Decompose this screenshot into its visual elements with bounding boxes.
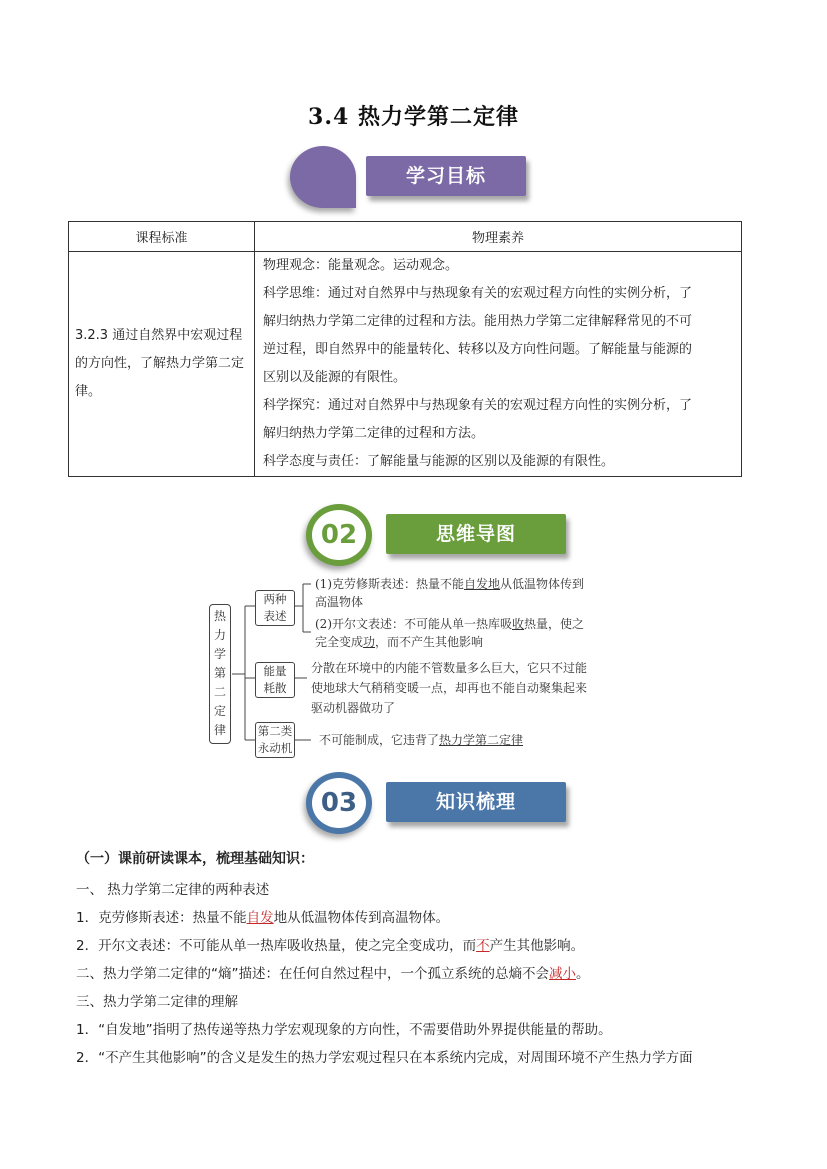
goals-table	[68, 221, 742, 477]
page-title: 3.4 热力学第二定律	[308, 104, 519, 130]
mind-map-node-label: 能量耗散	[263, 664, 287, 695]
literacy-cell	[255, 252, 742, 477]
subheading: 一、 热力学第二定律的两种表述	[76, 882, 270, 898]
literacy-line: 科学态度与责任：了解能量与能源的区别以及能源的有限性。	[263, 454, 615, 469]
banner-label: 学习目标	[366, 156, 526, 196]
mind-map-node-label: 第二类永动机	[257, 724, 293, 755]
paragraph: 2．开尔文表述：不可能从单一热库吸收热量，使之完全变成功，而不产生其他影响。	[76, 938, 585, 954]
mind-map-root-label: 热力学第二定律	[214, 609, 227, 737]
mind-map-node	[255, 662, 295, 698]
mind-map-node	[255, 722, 295, 758]
literacy-line: 解归纳热力学第二定律的过程和方法。	[263, 426, 485, 441]
paragraph: 1．克劳修斯表述：热量不能自发地从低温物体传到高温物体。	[76, 910, 450, 926]
table-header-literacy: 物理素养	[255, 222, 742, 252]
mind-map-text: 使地球大气稍稍变暖一点，却再也不能自动聚集起来	[311, 681, 588, 695]
mind-map	[207, 574, 627, 755]
banner-label: 思维导图	[386, 514, 566, 554]
mind-map-text: 驱动机器做功了	[311, 701, 396, 715]
banner-number-circle	[306, 504, 372, 566]
table-header-standard: 课程标准	[69, 222, 255, 252]
standard-text: 3.2.3 通过自然界中宏观过程的方向性，了解热力学第二定律。	[75, 328, 245, 399]
literacy-line: 解归纳热力学第二定律的过程和方法。能用热力学第二定律解释常见的不可	[263, 314, 693, 329]
paragraph: 1．“自发地”指明了热传递等热力学宏观现象的方向性，不需要借助外界提供能量的帮助。	[76, 1022, 612, 1038]
mind-map-text: 不可能制成，它违背了热力学第二定律	[319, 733, 524, 747]
section-banner-goals	[290, 146, 540, 206]
paragraph: 2．“不产生其他影响”的含义是发生的热力学宏观过程只在本系统内完成，对周围环境不产生热力学方面	[76, 1050, 693, 1066]
banner-number: 02	[320, 520, 358, 550]
literacy-line: 物理观念：能量观念。运动观念。	[263, 258, 459, 273]
mind-map-node-label: 两种表述	[263, 592, 287, 623]
mind-map-text: (2)开尔文表述：不可能从单一热库吸收热量，使之	[315, 617, 585, 631]
literacy-line: 科学探究：通过对自然界中与热现象有关的宏观过程方向性的实例分析，了	[263, 398, 693, 413]
mind-map-text: (1)克劳修斯表述：热量不能自发地从低温物体传到	[315, 577, 585, 591]
banner-label: 知识梳理	[386, 782, 566, 822]
literacy-line: 逆过程，即自然界中的能量转化、转移以及方向性问题。了解能量与能源的	[263, 342, 693, 357]
literacy-line: 科学思维：通过对自然界中与热现象有关的宏观过程方向性的实例分析，了	[263, 286, 693, 301]
banner-quarter-circle	[290, 146, 356, 208]
standard-cell	[69, 252, 255, 477]
section-banner-knowledge	[306, 772, 576, 832]
banner-number: 03	[320, 788, 358, 818]
mind-map-text: 完全变成功，而不产生其他影响	[315, 635, 484, 649]
banner-number-circle	[306, 772, 372, 834]
mind-map-node	[255, 590, 295, 626]
literacy-line: 区别以及能源的有限性。	[263, 370, 407, 385]
subheading: 三、热力学第二定律的理解	[76, 994, 238, 1010]
mind-map-text: 高温物体	[315, 595, 364, 609]
subheading: 二、热力学第二定律的“熵”描述：在任何自然过程中，一个孤立系统的总熵不会减小。	[76, 966, 590, 982]
mind-map-root	[209, 604, 231, 744]
section-heading: （一）课前研读课本，梳理基础知识：	[76, 851, 314, 867]
mind-map-text: 分散在环境中的内能不管数量多么巨大，它只不过能	[311, 661, 588, 675]
section-banner-mindmap	[306, 504, 576, 564]
